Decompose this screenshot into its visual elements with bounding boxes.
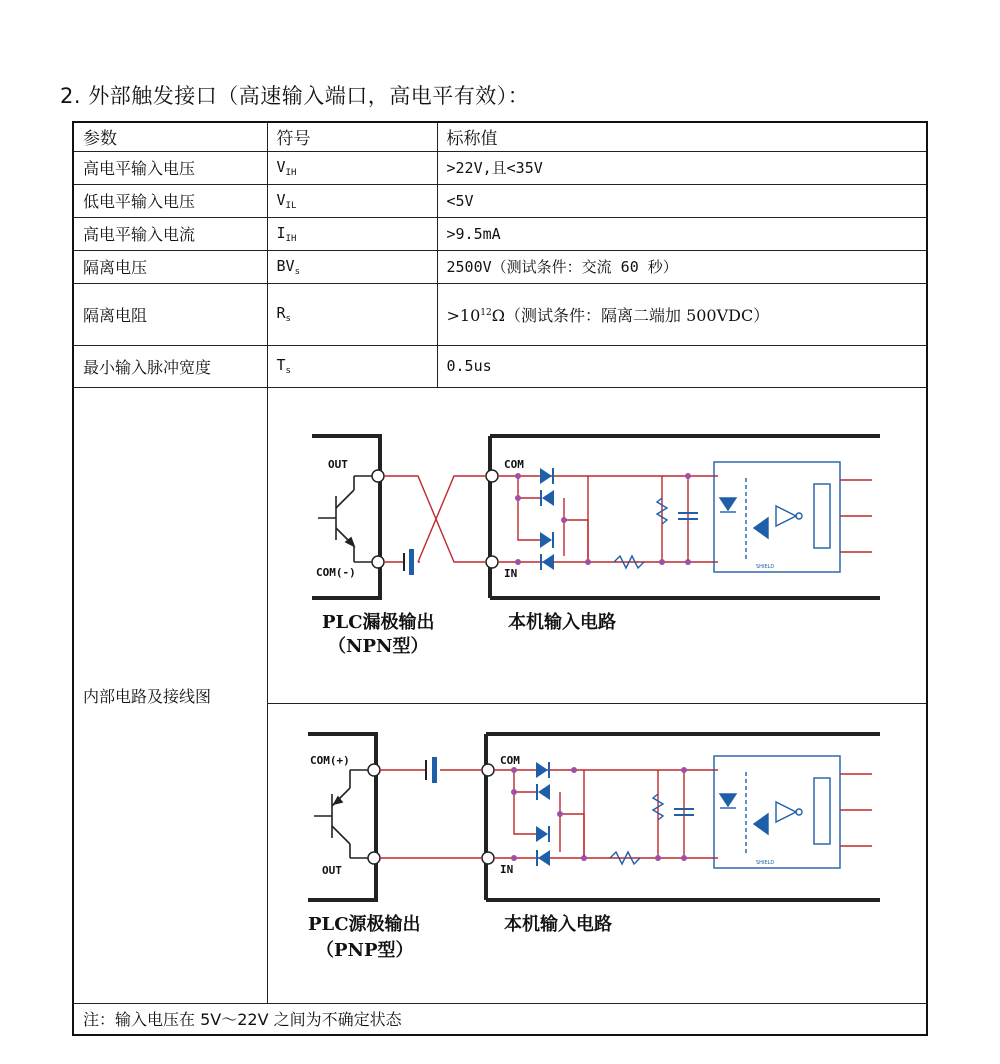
left-caption: PLC漏极输出 — [321, 612, 435, 633]
terminal-com — [368, 764, 380, 776]
header-symbol: 符号 — [267, 122, 437, 151]
param-cell: 低电平输入电压 — [73, 184, 267, 217]
npn-diagram-cell — [267, 387, 927, 703]
note-cell: 注：输入电压在 5V～22V 之间为不确定状态 — [73, 1003, 927, 1035]
optocoupler-internals — [720, 478, 830, 560]
right-caption: 本机输入电路 — [507, 612, 616, 633]
optocoupler-box — [714, 756, 840, 868]
output-wires — [840, 774, 872, 846]
left-caption-type: （NPN型） — [327, 636, 428, 657]
symbol-cell — [267, 345, 437, 387]
header-param: 参数 — [73, 122, 267, 151]
symbol-main: V — [276, 190, 286, 209]
pin-top-label: COM(+) — [309, 754, 350, 767]
spec-table — [72, 121, 928, 1036]
output-wires — [840, 480, 872, 552]
symbol-sub: IH — [285, 167, 297, 178]
value-exponent: 12 — [480, 307, 492, 318]
value-cell: 2500V（测试条件：交流 60 秒） — [437, 250, 927, 283]
terminal-out — [368, 852, 380, 864]
transistor-icon — [314, 770, 372, 858]
straight-wires — [380, 770, 482, 858]
table-row — [73, 345, 927, 387]
terminal-device-com — [482, 764, 494, 776]
symbol-cell — [267, 184, 437, 217]
symbol-main: BV — [276, 256, 295, 275]
pnp-wiring-diagram — [268, 704, 926, 1002]
battery-icon — [404, 549, 414, 575]
symbol-cell — [267, 283, 437, 345]
value-cell — [437, 283, 927, 345]
left-caption-type: （PNP型） — [315, 940, 414, 961]
table-row — [73, 250, 927, 283]
terminal-device-in — [486, 556, 498, 568]
symbol-sub: s — [294, 266, 300, 277]
value-cell: <5V — [437, 184, 927, 217]
table-row — [73, 387, 927, 703]
pnp-diagram-cell — [267, 703, 927, 1003]
symbol-cell — [267, 151, 437, 184]
pin-bottom-label: OUT — [321, 864, 342, 877]
diode-icons — [540, 468, 554, 570]
param-cell: 高电平输入电压 — [73, 151, 267, 184]
value-rest: Ω（测试条件：隔离二端加 500VDC） — [491, 305, 770, 325]
value-cell: >9.5mA — [437, 217, 927, 250]
symbol-main: T — [276, 356, 286, 374]
table-row — [73, 217, 927, 250]
symbol-sub: s — [285, 314, 291, 324]
param-cell: 隔离电压 — [73, 250, 267, 283]
device-com-label: COM — [503, 458, 524, 471]
param-cell: 最小输入脉冲宽度 — [73, 345, 267, 387]
table-note-row — [73, 1003, 927, 1035]
value-prefix: >10 — [446, 305, 481, 325]
device-frame — [490, 436, 880, 598]
symbol-sub: s — [285, 366, 291, 376]
symbol-cell — [267, 250, 437, 283]
symbol-main: I — [276, 223, 286, 242]
device-com-label: COM — [499, 754, 520, 767]
optocoupler-internals — [720, 772, 830, 856]
left-caption: PLC源极输出 — [307, 914, 421, 935]
param-cell: 高电平输入电流 — [73, 217, 267, 250]
device-frame — [486, 734, 880, 900]
optocoupler-box — [714, 462, 840, 572]
right-caption: 本机输入电路 — [503, 914, 612, 935]
terminal-out — [372, 470, 384, 482]
symbol-main: V — [276, 157, 286, 176]
value-cell: 0.5us — [437, 345, 927, 387]
device-in-label: IN — [499, 863, 513, 876]
pin-top-label: OUT — [327, 458, 348, 471]
table-row — [73, 151, 927, 184]
terminal-device-in — [482, 852, 494, 864]
table-row — [73, 283, 927, 345]
diagram-label-cell: 内部电路及接线图 — [73, 387, 267, 1003]
terminal-com — [372, 556, 384, 568]
table-row — [73, 184, 927, 217]
npn-wiring-diagram — [268, 388, 926, 702]
shield-label: SHIELD — [755, 860, 774, 866]
header-value: 标称值 — [437, 122, 927, 151]
diode-icons — [536, 762, 550, 866]
transistor-icon — [318, 476, 376, 562]
table-header-row — [73, 122, 927, 151]
crossed-wires — [384, 476, 486, 562]
symbol-sub: IH — [285, 233, 297, 244]
value-cell: >22V,且<35V — [437, 151, 927, 184]
symbol-main: R — [276, 304, 286, 322]
pin-bottom-label: COM(-) — [315, 566, 356, 579]
battery-icon — [426, 757, 437, 783]
param-cell: 隔离电阻 — [73, 283, 267, 345]
device-in-label: IN — [503, 567, 517, 580]
terminal-device-com — [486, 470, 498, 482]
shield-label: SHIELD — [755, 564, 774, 570]
symbol-cell — [267, 217, 437, 250]
symbol-sub: IL — [285, 200, 297, 211]
section-heading: 2. 外部触发接口（高速输入端口，高电平有效）： — [60, 84, 530, 108]
